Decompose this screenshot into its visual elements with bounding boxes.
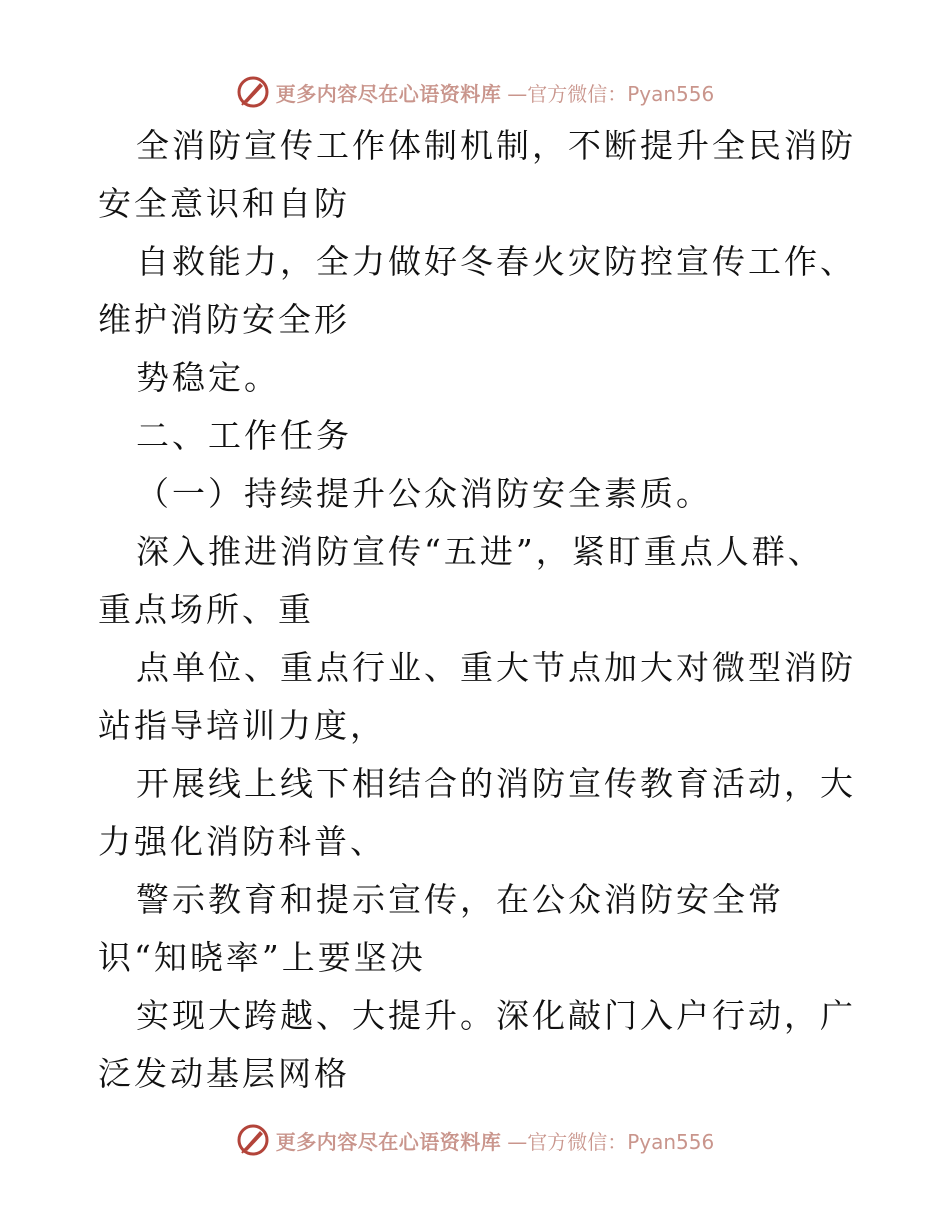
section-heading: 二、工作任务 — [136, 416, 352, 455]
paragraph: 点单位、重点行业、重大节点加大对微型消防站指导培训力度， — [98, 648, 856, 745]
paragraph: 势稳定。 — [136, 358, 280, 397]
watermark-contact-text: —官方微信：Pyan556 — [507, 1129, 715, 1154]
paragraph: 全消防宣传工作体制机制，不断提升全民消防安全意识和自防 — [98, 126, 856, 223]
paragraph: 开展线上线下相结合的消防宣传教育活动，大力强化消防科普、 — [98, 764, 856, 861]
watermark-contact-text: —官方微信：Pyan556 — [507, 81, 715, 106]
watermark-site-text: 更多内容尽在心语资料库 — [275, 1129, 502, 1154]
paragraph: 实现大跨越、大提升。深化敲门入户行动，广泛发动基层网格 — [98, 996, 856, 1093]
header-watermark — [0, 72, 950, 112]
watermark-site-text: 更多内容尽在心语资料库 — [275, 81, 502, 106]
quill-logo-icon — [236, 75, 270, 109]
footer-watermark — [0, 1120, 950, 1160]
paragraph: 自救能力，全力做好冬春火灾防控宣传工作、维护消防安全形 — [98, 242, 856, 339]
quill-logo-icon — [236, 1123, 270, 1157]
paragraph: 警示教育和提示宣传，在公众消防安全常识“知晓率”上要坚决 — [98, 880, 784, 977]
paragraph: 深入推进消防宣传“五进”，紧盯重点人群、重点场所、重 — [98, 532, 824, 629]
document-body — [98, 117, 858, 1103]
subsection-heading: （一）持续提升公众消防安全素质。 — [136, 474, 712, 513]
